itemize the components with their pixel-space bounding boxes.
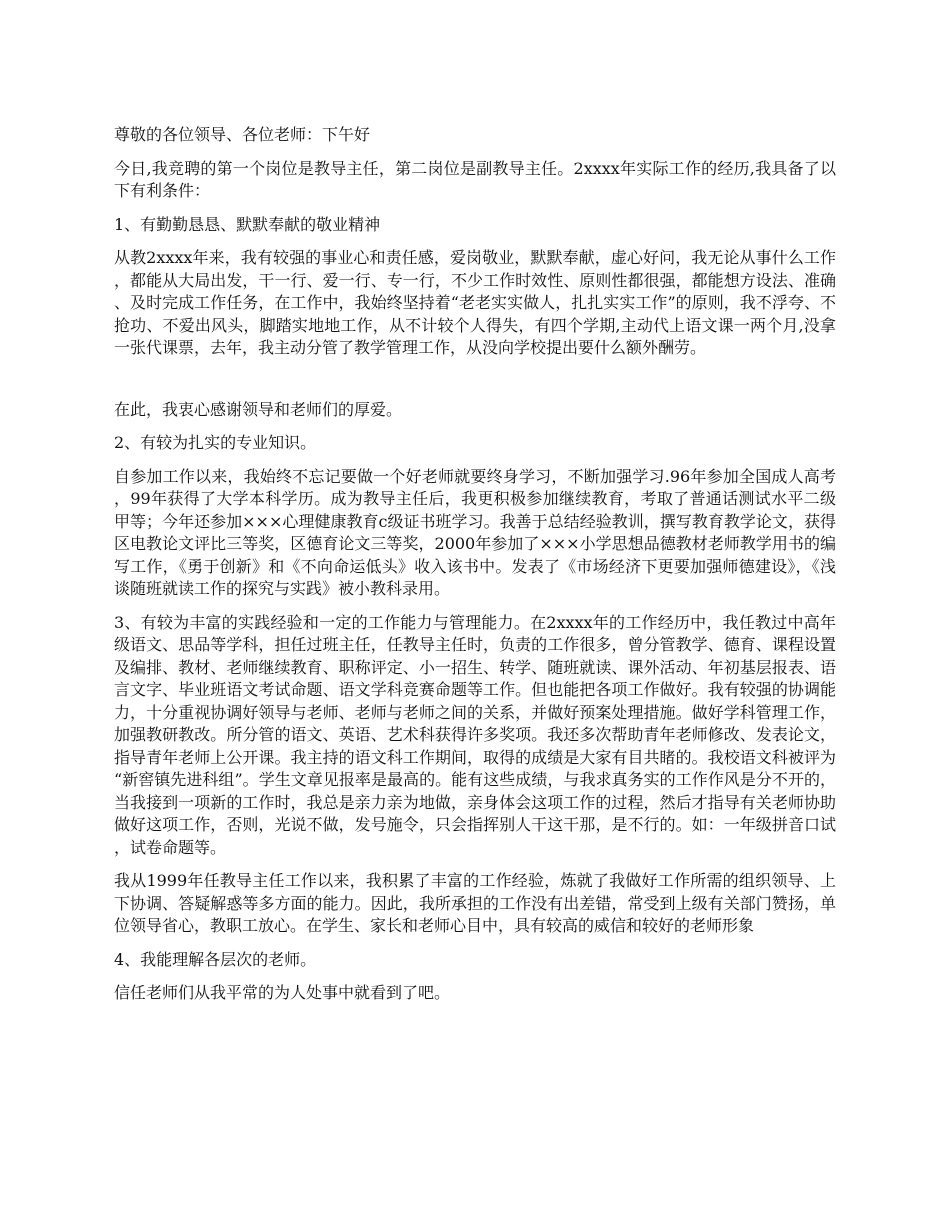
thanks-line: 在此，我衷心感谢领导和老师们的厚爱。 — [114, 399, 403, 419]
point-2-body: 自参加工作以来，我始终不忘记要做一个好老师就要终身学习，不断加强学习.96年参加全国成人高考，99年获得了大学本科学历。成为教导主任后，我更积极参加继续教育，考取了普通话测试水平二级甲等；今年还参加×××心理健康教育c级证书班学习。我善于总结经验教训，撰写教育教学论文，获得区电教论文评比三等奖，区德育论文三等奖，2000年参加了×××小学思想品德教材老师教学用书的编写工作，《勇于创新》和《不向命运低头》收入该书中。发表了《市场经济下更要加强师德建设》，《浅谈随班就读工作的探究与实践》被小教科录用。 — [114, 466, 836, 598]
point-3-body: 3、有较为丰富的实践经验和一定的工作能力与管理能力。在2xxxx年的工作经历中，我任教过中高年级语文、思品等学科，担任过班主任，任教导主任时，负责的工作很多，曾分管教学、德育、课程设置及编排、教材、老师继续教育、职称评定、小一招生、转学、随班就读、课外活动、年初基层报表、语言文字、毕业班语文考试命题、语文学科竞赛命题等工作。但也能把各项工作做好。我有较强的协调能力，十分重视协调好领导与老师、老师与老师之间的关系，并做好预案处理措施。做好学科管理工作，加强教研教改。所分管的语文、英语、艺术科获得许多奖项。我还多次帮助青年老师修改、发表论文，指导青年老师上公开课。我主持的语文科工作期间，取得的成绩是大家有目共睹的。我校语文科被评为“新窖镇先进科组”。学生文章见报率是最高的。能有这些成绩，与我求真务实的工作作风是分不开的，当我接到一项新的工作时，我总是亲力亲为地做，亲身体会这项工作的过程，然后才指导有关老师协助做好这项工作，否则，光说不做，发号施令，只会指挥别人干这干那，是不行的。如：一年级拼音口试，试卷命题等。 — [114, 612, 836, 857]
blank-spacer — [114, 371, 836, 399]
experience-paragraph: 我从1999年任教导主任工作以来，我积累了丰富的工作经验，炼就了我做好工作所需的组织领导、上下协调、答疑解惑等多方面的能力。因此，我所承担的工作没有出差错，常受到上级有关部门赞扬，单位领导省心，教职工放心。在学生、家长和老师心目中，具有较高的威信和较好的老师形象 — [114, 871, 836, 935]
point-4-heading: 4、我能理解各层次的老师。 — [114, 949, 317, 969]
greeting-line: 尊敬的各位领导、各位老师：下午好 — [114, 125, 371, 144]
point-1-body: 从教2xxxx年来，我有较强的事业心和责任感，爱岗敬业，默默奉献，虚心好问，我无论从事什么工作，都能从大局出发，干一行、爱一行、专一行，不少工作时效性、原则性都很强，都能想方设法、准确、及时完成工作任务，在工作中，我始终坚持着“老老实实做人，扎扎实实工作”的原则，我不浮夸、不抢功、不爱出风头，脚踏实地地工作，从不计较个人得失，有四个学期,主动代上语文课一两个月,没拿一张代课票，去年，我主动分管了教学管理工作，从没向学校提出要什么额外酬劳。 — [114, 248, 836, 357]
point-2-heading: 2、有较为扎实的专业知识。 — [114, 433, 317, 452]
point-1-heading: 1、有勤勤恳恳、默默奉献的敬业精神 — [114, 214, 381, 234]
intro-paragraph: 今日,我竞聘的第一个岗位是教导主任，第二岗位是副教导主任。2xxxx年实际工作的经历,我具备了以下有利条件： — [114, 158, 836, 200]
closing-line: 信任老师们从我平常的为人处事中就看到了吧。 — [114, 983, 451, 1002]
document-page — [114, 124, 836, 1016]
